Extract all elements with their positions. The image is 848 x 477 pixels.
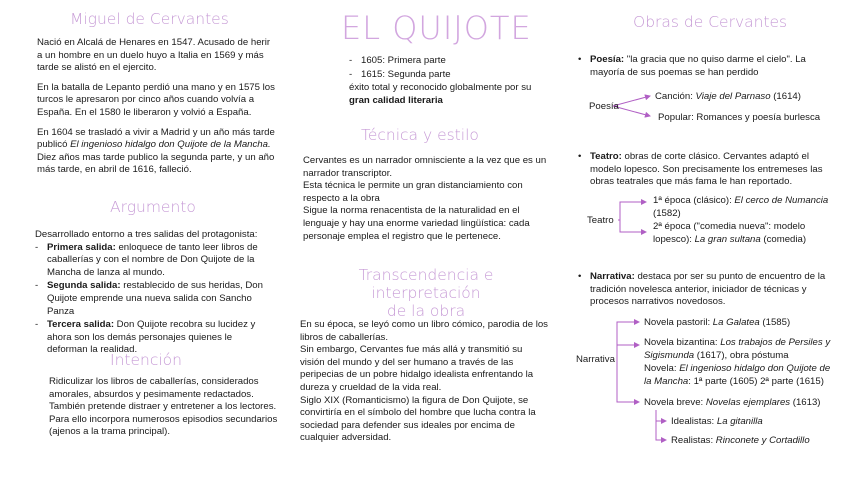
teatro-label: Teatro	[587, 215, 614, 226]
poesia-branch-1: Canción: Viaje del Parnaso (1614)	[655, 91, 801, 102]
intencion-text: Ridiculizar los libros de caballerías, considerados amorales, absurdos y pesimamente redactados. También pretende distraer y entretener a los lectores. Para ello incorpora numerosos episodios secundarios (ajenos a la trama principal).	[49, 376, 278, 438]
bio-paragraph-3: En 1604 se trasladó a vivir a Madrid y un año más tarde publicó El ingenioso hidalgo don Quijote de la Mancha. Diez años mas tarde publico la segunda parte, y un año más tarde, en abril de 1616, falleció.	[37, 126, 275, 176]
tecnica-paragraph: Esta técnica le permite un gran distanciamiento con respecto a la obra	[303, 180, 523, 204]
narrativa-pastoril: Novela pastoril: La Galatea (1585)	[644, 317, 791, 328]
narrativa-idealistas: Idealistas: La gitanilla	[671, 416, 763, 427]
teatro-branch-1: 1ª época (clásico): El cerco de Numancia (1582)	[653, 195, 829, 219]
bio-paragraph-2: En la batalla de Lepanto perdió una mano y en 1575 los turcos le apresaron por cinco años cuando volvía a España. En el 1580 le liberaron y volvió a España.	[37, 81, 275, 118]
trascendencia-paragraph: Siglo XIX (Romanticismo) la figura de Don Quijote, se convirtiría en el símbolo del hombre que lucha contra la sociedad para defender sus ideales por encima de cualquier adversidad.	[300, 394, 536, 444]
heading-cervantes: Miguel de Cervantes	[70, 10, 229, 28]
list-item: - 1615: Segunda parte	[349, 69, 539, 82]
heading-trascendencia: Transcendencia e interpretación de la obra	[358, 266, 494, 320]
narrativa-realistas: Realistas: Rinconete y Cortadillo	[671, 435, 810, 446]
list-item: • Teatro: obras de corte clásico. Cervantes adaptó el modelo lopesco. Son precisamente los entremeses las obras teatrales que más fama le han reportado.	[578, 151, 836, 189]
list-item: - Segunda salida: restablecido de sus heridas, Don Quijote emprende una nueva salida con Sancho Panza	[35, 280, 267, 318]
narrativa-quijote: Novela: El ingenioso hidalgo don Quijote de la Mancha: 1ª parte (1605) 2ª parte (1615)	[644, 363, 831, 387]
list-item: - Tercera salida: Don Quijote recobra su lucidez y ahora son los demás personajes quienes le deforman la realidad.	[35, 319, 267, 357]
heading-intencion: Intención	[110, 351, 182, 369]
page-title: EL QUIJOTE	[341, 9, 532, 47]
narrativa-breve: Novela breve: Novelas ejemplares (1613)	[644, 397, 821, 408]
argumento-intro: Desarrollado entorno a tres salidas del protagonista:	[35, 229, 258, 240]
heading-argumento: Argumento	[110, 198, 196, 216]
teatro-branch-2: 2ª época ("comedia nueva": modelo lopesco): La gran sultana (comedia)	[653, 221, 807, 245]
tecnica-paragraph: Sigue la norma renacentista de la naturalidad en el lenguaje y hay una enorme variedad lingüística: cada personaje emplea el registro que le pertenece.	[303, 205, 530, 242]
teatro-summary	[578, 151, 836, 190]
list-item: - 1605: Primera parte	[349, 55, 539, 68]
poesia-summary	[578, 54, 828, 80]
poesia-label: Poesía	[589, 101, 619, 112]
list-item: • Poesía: "la gracia que no quiso darme el cielo". La mayoría de sus poemas se han perdido	[578, 54, 828, 79]
narrativa-summary	[578, 271, 836, 310]
list-item: • Narrativa: destaca por ser su punto de encuentro de la tradición novelesca anterior, iniciador de técnicas y procesos narrativos novedosos.	[578, 271, 836, 309]
narrativa-bizantina: Novela bizantina: Los trabajos de Persiles y Sigismunda (1617), obra póstuma	[644, 337, 831, 361]
narrativa-label: Narrativa	[576, 354, 615, 365]
tecnica-paragraph: Cervantes es un narrador omnisciente a la vez que es un narrador transcriptor.	[303, 155, 547, 179]
trascendencia-paragraph: Sin embargo, Cervantes fue más allá y transmitió su visión del mundo y del ser humano a través de las peripecias de un pobre hidalgo idealista enfrentando la dureza y crueldad de la vida real.	[300, 344, 534, 393]
heading-tecnica: Técnica y estilo	[361, 126, 479, 144]
trascendencia-paragraph: En su época, se leyó como un libro cómico, parodia de los libros de caballerías.	[300, 319, 548, 343]
exito-text: éxito total y reconocido globalmente por su gran calidad literaria	[349, 82, 532, 106]
heading-obras: Obras de Cervantes	[633, 13, 788, 31]
poesia-branch-2: Popular: Romances y poesía burlesca	[658, 112, 821, 123]
bio-paragraph-1: Nació en Alcalá de Henares en 1547. Acusado de herir a un hombre en un duelo huyo a Italia en 1569 y más tarde se alistó en el ejercito.	[37, 37, 271, 74]
list-item: - Primera salida: enloquece de tanto leer libros de caballerías y con el nombre de Don Quijote de la Mancha de lanza al mundo.	[35, 242, 267, 280]
